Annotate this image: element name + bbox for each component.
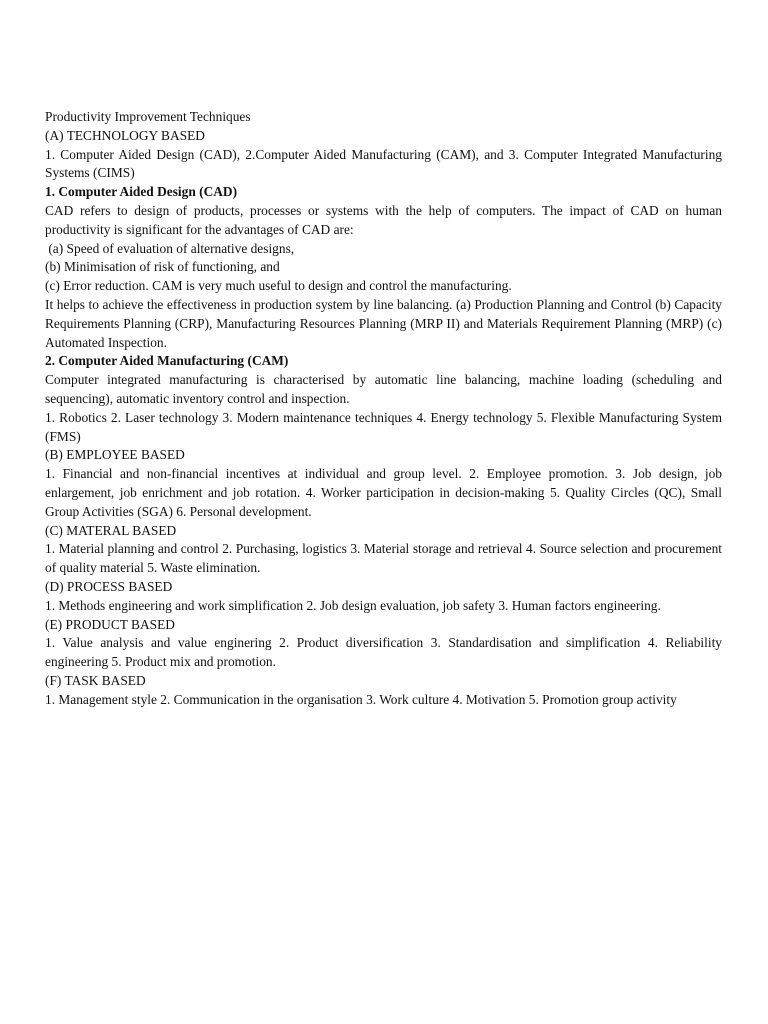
subheading-cam: 2. Computer Aided Manufacturing (CAM)	[45, 353, 289, 369]
paragraph-cad-intro: CAD refers to design of products, processes or systems with the help of computers. The impact of CAD on human productivity is significant for the advantages of CAD are:	[45, 202, 722, 237]
paragraph-product: 1. Value analysis and value enginering 2. Product diversification 3. Standardisation and simplification 4. Reliability engineering 5. Product mix and promotion.	[45, 635, 722, 670]
section-heading-product: (E) PRODUCT BASED	[45, 616, 175, 632]
paragraph-process: 1. Methods engineering and work simplification 2. Job design evaluation, job safety 3. Human factors engineering.	[45, 597, 661, 613]
list-item-cad-b: (b) Minimisation of risk of functioning, and	[45, 259, 280, 275]
section-heading-technology: (A) TECHNOLOGY BASED	[45, 127, 205, 143]
section-heading-task: (F) TASK BASED	[45, 672, 146, 688]
paragraph-technology-list: 1. Computer Aided Design (CAD), 2.Computer Aided Manufacturing (CAM), and 3. Computer Integrated Manufacturing Systems (CIMS)	[45, 146, 722, 181]
paragraph-material: 1. Material planning and control 2. Purchasing, logistics 3. Material storage and retrieval 4. Source selection and procurement of quality material 5. Waste elimination.	[45, 541, 722, 576]
section-heading-employee: (B) EMPLOYEE BASED	[45, 447, 185, 463]
document-title: Productivity Improvement Techniques	[45, 109, 251, 124]
paragraph-line-balancing: It helps to achieve the effectiveness in production system by line balancing. (a) Production Planning and Control (b) Capacity Requirements Planning (CRP), Manufacturing Resources Planning (MRP II) and Materials Requirement Planning (MRP) (c) Automated Inspection.	[45, 296, 722, 350]
paragraph-cim: Computer integrated manufacturing is characterised by automatic line balancing, machine loading (scheduling and sequencing), automatic inventory control and inspection.	[45, 372, 722, 406]
document-body	[45, 108, 722, 710]
section-heading-material: (C) MATERAL BASED	[45, 522, 177, 538]
list-item-cad-c: (c) Error reduction. CAM is very much useful to design and control the manufacturing.	[45, 278, 512, 294]
paragraph-technology-items: 1. Robotics 2. Laser technology 3. Modern maintenance techniques 4. Energy technology 5. Flexible Manufacturing System (FMS)	[45, 409, 722, 444]
list-item-cad-a: (a) Speed of evaluation of alternative designs,	[45, 240, 295, 256]
section-heading-process: (D) PROCESS BASED	[45, 578, 173, 594]
subheading-cad: 1. Computer Aided Design (CAD)	[45, 184, 238, 200]
paragraph-employee: 1. Financial and non-financial incentives at individual and group level. 2. Employee promotion. 3. Job design, job enlargement, job enrichment and job rotation. 4. Worker participation in decision-making 5. Quality Circles (QC), Small Group Activities (SGA) 6. Personal development.	[45, 466, 722, 519]
paragraph-task: 1. Management style 2. Communication in the organisation 3. Work culture 4. Motivation 5. Promotion group activity	[45, 691, 677, 707]
